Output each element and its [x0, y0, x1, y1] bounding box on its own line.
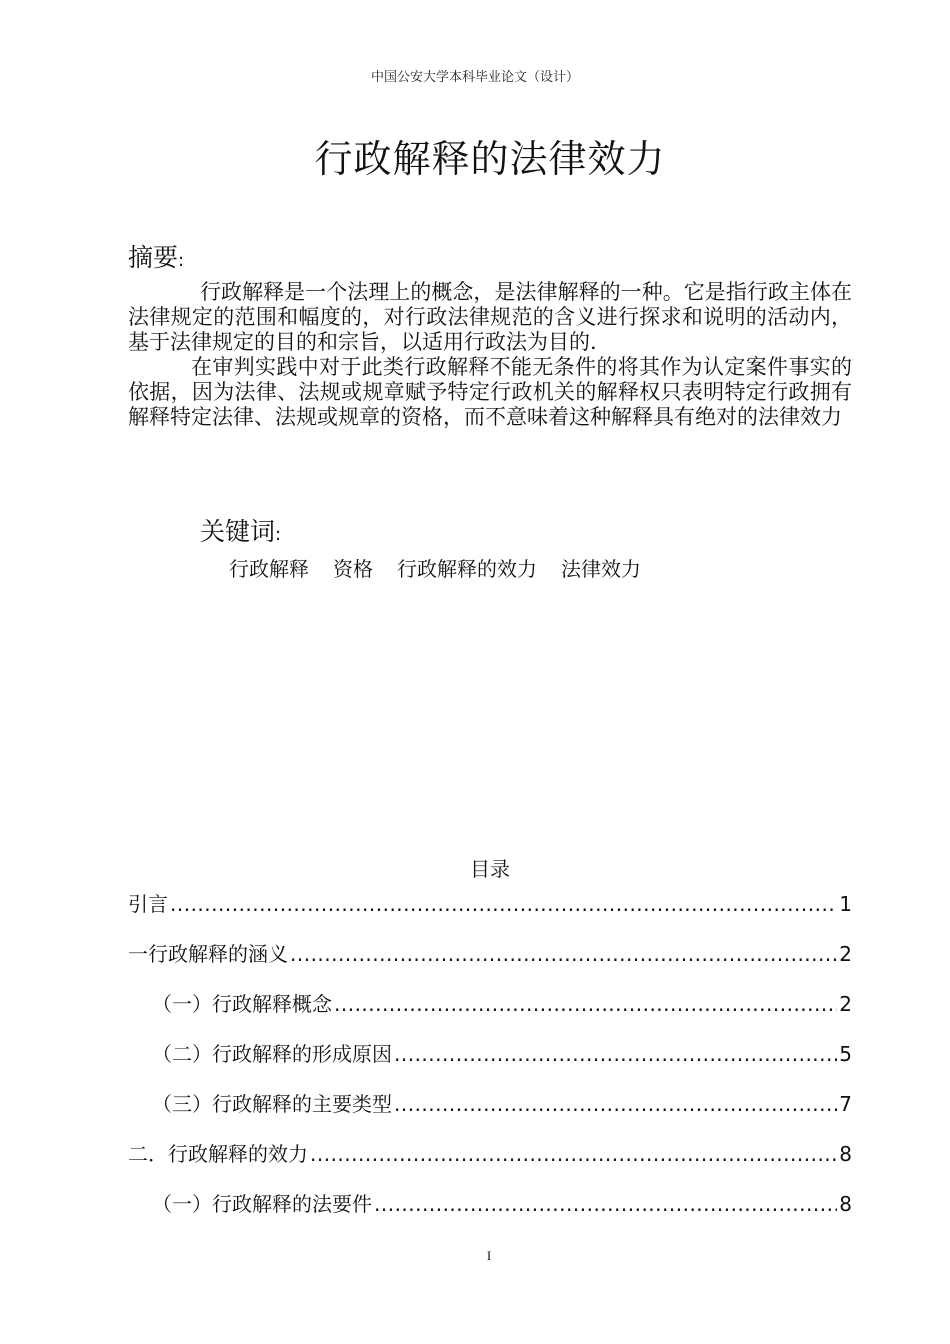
toc-entry[interactable]	[128, 1088, 852, 1138]
toc-entry-page: 5	[839, 1042, 852, 1066]
toc-entry-label: 一行政解释的涵义	[128, 942, 288, 966]
toc-entry-label: （三）行政解释的主要类型	[152, 1092, 392, 1116]
keyword: 行政解释的效力	[397, 557, 537, 581]
abstract-heading-label: 摘要	[128, 243, 179, 272]
toc-leader-dots	[394, 1092, 837, 1116]
abstract-paragraph: 在审判实践中对于此类行政解释不能无条件的将其作为认定案件事实的依据，因为法律、法规或规章赋予特定行政机关的解释权只表明特定行政拥有解释特定法律、法规或规章的资格，而不意味着这种解释具有绝对的法律效力	[128, 355, 852, 429]
toc-entry[interactable]	[128, 888, 852, 938]
toc-entry[interactable]	[128, 1038, 852, 1088]
keywords-heading-colon: :	[275, 524, 282, 545]
document-title: 行政解释的法律效力	[314, 137, 666, 181]
keyword: 法律效力	[561, 557, 641, 581]
keywords-heading	[200, 512, 281, 548]
toc-entry[interactable]	[128, 1138, 852, 1188]
toc-entry[interactable]	[128, 938, 852, 988]
toc-leader-dots	[394, 1042, 837, 1066]
toc-entry-page: 1	[839, 892, 852, 916]
toc-entry-page: 2	[839, 992, 852, 1016]
toc-leader-dots	[374, 1192, 837, 1216]
toc-entry-label: 引言	[128, 892, 168, 916]
toc-leader-dots	[170, 892, 837, 916]
page-number: I	[486, 1248, 492, 1263]
keywords-heading-label: 关键词	[200, 517, 276, 546]
abstract-heading-colon: :	[178, 250, 185, 271]
toc-entry-label: （一）行政解释的法要件	[152, 1192, 372, 1216]
toc-entry-page: 7	[839, 1092, 852, 1116]
toc-entry-label: （二）行政解释的形成原因	[152, 1042, 392, 1066]
toc-entry[interactable]	[128, 988, 852, 1038]
keyword: 资格	[333, 557, 373, 581]
toc-title: 目录	[470, 857, 510, 881]
toc-leader-dots	[334, 992, 837, 1016]
toc-leader-dots	[290, 942, 837, 966]
keywords-list	[229, 553, 665, 582]
toc-entry-page: 8	[839, 1142, 852, 1166]
toc-leader-dots	[310, 1142, 837, 1166]
table-of-contents	[128, 888, 852, 1238]
abstract-body	[128, 280, 852, 430]
abstract-heading	[128, 238, 184, 274]
page-header: 中国公安大学本科毕业论文（设计）	[370, 70, 579, 85]
toc-entry-label: （一）行政解释概念	[152, 992, 332, 1016]
toc-entry-label: 二．行政解释的效力	[128, 1142, 308, 1166]
toc-entry-page: 2	[839, 942, 852, 966]
abstract-paragraph: 行政解释是一个法理上的概念，是法律解释的一种。它是指行政主体在法律规定的范围和幅度的，对行政法律规范的含义进行探求和说明的活动内，基于法律规定的目的和宗旨，以适用行政法为目的.	[128, 280, 852, 354]
toc-entry[interactable]	[128, 1188, 852, 1238]
keyword: 行政解释	[229, 557, 309, 581]
toc-entry-page: 8	[839, 1192, 852, 1216]
